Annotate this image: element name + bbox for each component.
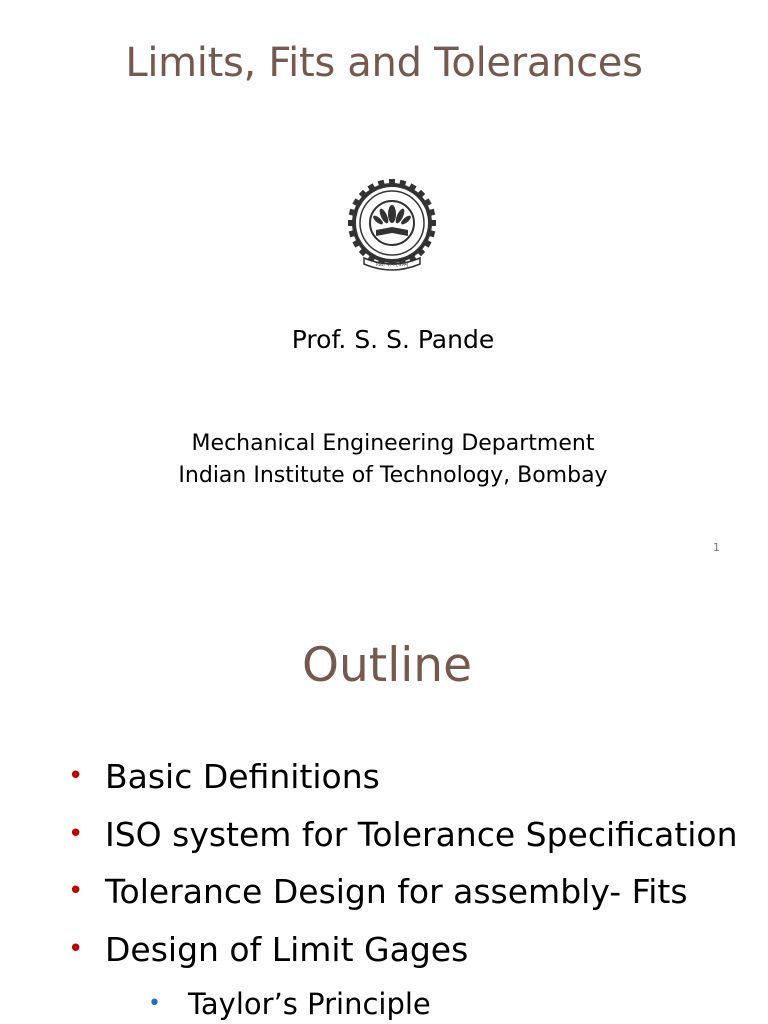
iit-bombay-emblem-icon xyxy=(340,178,444,274)
list-item-text: Design of Limit Gages xyxy=(105,929,469,969)
list-item xyxy=(66,863,738,921)
list-item xyxy=(66,748,738,806)
list-item-text: Tolerance Design for assembly- Fits xyxy=(105,872,688,911)
outline-title: Outline xyxy=(301,638,473,693)
affiliation xyxy=(0,428,768,492)
presenter-name: Prof. S. S. Pande xyxy=(291,325,495,354)
logo-banner-text: विद्या परमम् बलम् xyxy=(376,262,408,268)
slide-number: 1 xyxy=(713,541,720,554)
bullet-icon: • xyxy=(68,933,84,964)
slide-2 xyxy=(0,580,768,1024)
institute-name: Indian Institute of Technology, Bombay xyxy=(178,463,608,488)
department-name: Mechanical Engineering Department xyxy=(191,431,595,456)
sub-list-item-text: Taylor’s Principle xyxy=(188,987,431,1021)
bullet-icon: • xyxy=(68,761,84,791)
slide-title: Limits, Fits and Tolerances xyxy=(125,40,643,86)
bullet-icon: • xyxy=(68,818,84,849)
sub-list-item xyxy=(66,978,738,1024)
list-item-text: Basic Definitions xyxy=(105,757,380,796)
sub-bullet-icon: • xyxy=(148,991,161,1016)
list-item xyxy=(66,806,738,864)
bullet-icon: • xyxy=(68,876,84,906)
outline-list xyxy=(66,748,738,1024)
list-item xyxy=(66,921,738,979)
list-item-text: ISO system for Tolerance Specification xyxy=(105,814,738,854)
